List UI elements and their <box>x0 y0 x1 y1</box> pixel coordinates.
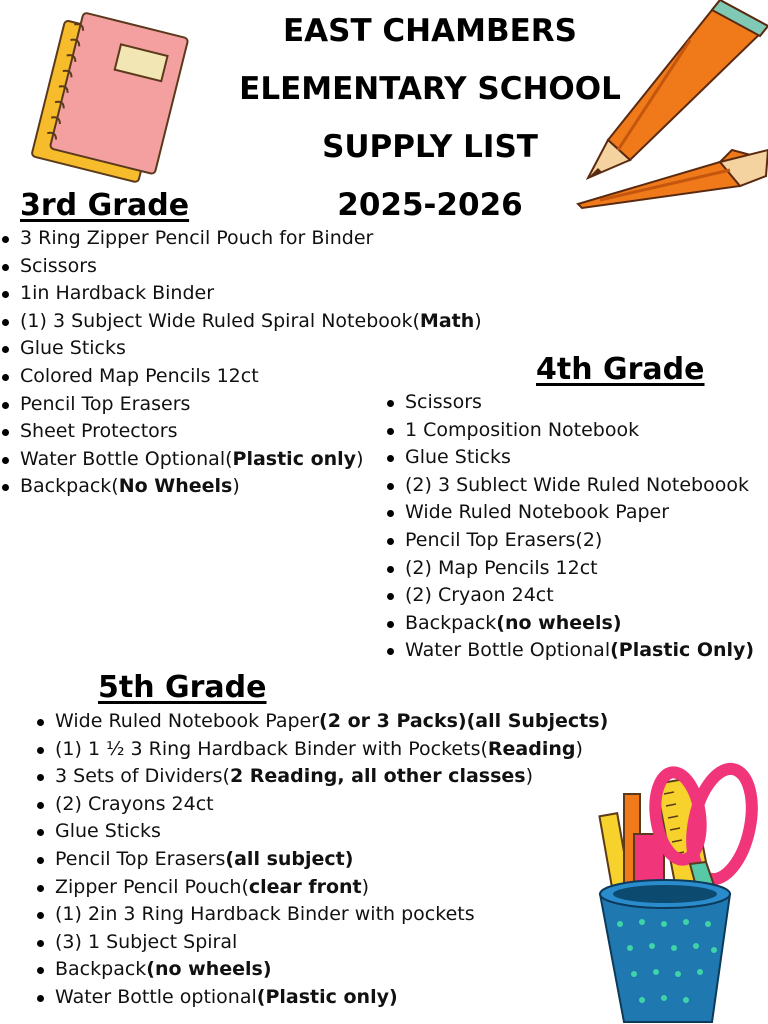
item-text: (1) 3 Subject Wide Ruled Spiral Notebook( <box>20 309 420 332</box>
list-item <box>37 874 608 902</box>
item-text: Wide Ruled Notebook Paper <box>405 501 670 524</box>
list-item <box>37 846 608 874</box>
list-item <box>2 308 482 336</box>
list-item <box>37 736 608 764</box>
item-suffix: ) <box>232 475 240 498</box>
item-text: Zipper Pencil Pouch( <box>55 875 249 898</box>
item-text: (1) 1 ½ 3 Ring Hardback Binder with Pockets( <box>55 737 488 760</box>
item-emphasis: (no wheels) <box>496 611 622 634</box>
item-text: (3) 1 Subject Spiral <box>55 930 238 953</box>
item-text: Glue Sticks <box>20 337 126 360</box>
page-title <box>200 2 660 234</box>
list-item <box>387 444 754 472</box>
item-text: Colored Map Pencils 12ct <box>20 364 259 387</box>
list-item <box>387 637 754 665</box>
item-text: Backpack <box>405 611 497 634</box>
item-text: Water Bottle Optional( <box>20 447 233 470</box>
title-line-3: SUPPLY LIST <box>322 129 538 165</box>
item-text: Water Bottle Optional <box>405 639 611 662</box>
list-item <box>37 929 608 957</box>
item-text: Scissors <box>405 391 482 413</box>
item-emphasis: Math <box>419 309 475 332</box>
item-text: Pencil Top Erasers(2) <box>405 528 603 551</box>
list-item <box>2 225 482 253</box>
item-text: (2) Cryaon 24ct <box>405 584 554 607</box>
notebook-icon <box>18 2 208 192</box>
item-emphasis: (2 or 3 Packs)(all Subjects) <box>319 710 609 732</box>
item-text: Wide Ruled Notebook Paper <box>55 710 320 732</box>
grade3-heading: 3rd Grade <box>20 188 190 223</box>
list-item <box>2 363 482 391</box>
list-item <box>37 708 608 736</box>
pencil-cup-icon <box>594 744 768 1024</box>
list-item <box>2 253 482 281</box>
item-text: (2) Map Pencils 12ct <box>405 556 598 579</box>
item-emphasis: (Plastic Only) <box>610 639 755 662</box>
item-emphasis: (no wheels) <box>146 958 272 981</box>
item-emphasis: clear front <box>248 875 362 898</box>
title-line-2: ELEMENTARY SCHOOL <box>239 71 621 107</box>
item-text: Glue Sticks <box>55 820 161 843</box>
item-text: Glue Sticks <box>405 446 511 469</box>
item-emphasis: (Plastic only) <box>256 985 398 1008</box>
item-suffix: ) <box>356 447 364 470</box>
list-item <box>37 791 608 819</box>
item-text: 3 Ring Zipper Pencil Pouch for Binder <box>20 227 374 249</box>
item-suffix: ) <box>575 737 583 760</box>
list-item <box>387 499 754 527</box>
item-suffix: ) <box>525 765 534 788</box>
grade5-list <box>37 708 608 1012</box>
list-item <box>387 389 754 417</box>
item-emphasis: Plastic only <box>232 447 357 470</box>
grade4-heading: 4th Grade <box>536 352 705 387</box>
item-emphasis: No Wheels <box>118 475 233 498</box>
grade4-list <box>387 389 754 665</box>
list-item <box>37 818 608 846</box>
list-item <box>2 335 482 363</box>
item-emphasis: (all subject) <box>225 847 354 870</box>
item-text: 1 Composition Notebook <box>405 418 640 441</box>
item-text: Scissors <box>20 254 97 277</box>
item-text: (2) Crayons 24ct <box>55 792 214 815</box>
list-item <box>387 610 754 638</box>
item-text: (2) 3 Sublect Wide Ruled Noteboook <box>405 473 749 496</box>
list-item <box>387 417 754 445</box>
item-suffix: ) <box>474 309 482 332</box>
list-item <box>37 956 608 984</box>
item-text: Backpack( <box>20 475 119 498</box>
item-text: Pencil Top Erasers <box>55 847 226 870</box>
list-item <box>387 472 754 500</box>
list-item <box>387 527 754 555</box>
list-item <box>387 582 754 610</box>
item-text: 3 Sets of Dividers( <box>55 765 230 788</box>
item-text: Water Bottle optional <box>55 985 257 1008</box>
item-emphasis: 2 Reading, all other classes <box>229 765 526 788</box>
grade5-heading: 5th Grade <box>98 670 267 705</box>
list-item <box>387 555 754 583</box>
item-text: Backpack <box>55 958 147 981</box>
title-line-1: EAST CHAMBERS <box>283 13 577 49</box>
item-suffix: ) <box>361 875 370 898</box>
list-item <box>37 901 608 929</box>
item-text: Pencil Top Erasers <box>20 392 191 415</box>
list-item <box>37 984 608 1012</box>
item-text: Sheet Protectors <box>20 420 178 443</box>
list-item <box>37 763 608 791</box>
item-text: 1in Hardback Binder <box>20 282 215 305</box>
list-item <box>2 280 482 308</box>
title-line-4: 2025-2026 <box>337 187 523 223</box>
item-emphasis: Reading <box>487 737 576 760</box>
item-text: (1) 2in 3 Ring Hardback Binder with pockets <box>55 903 475 926</box>
